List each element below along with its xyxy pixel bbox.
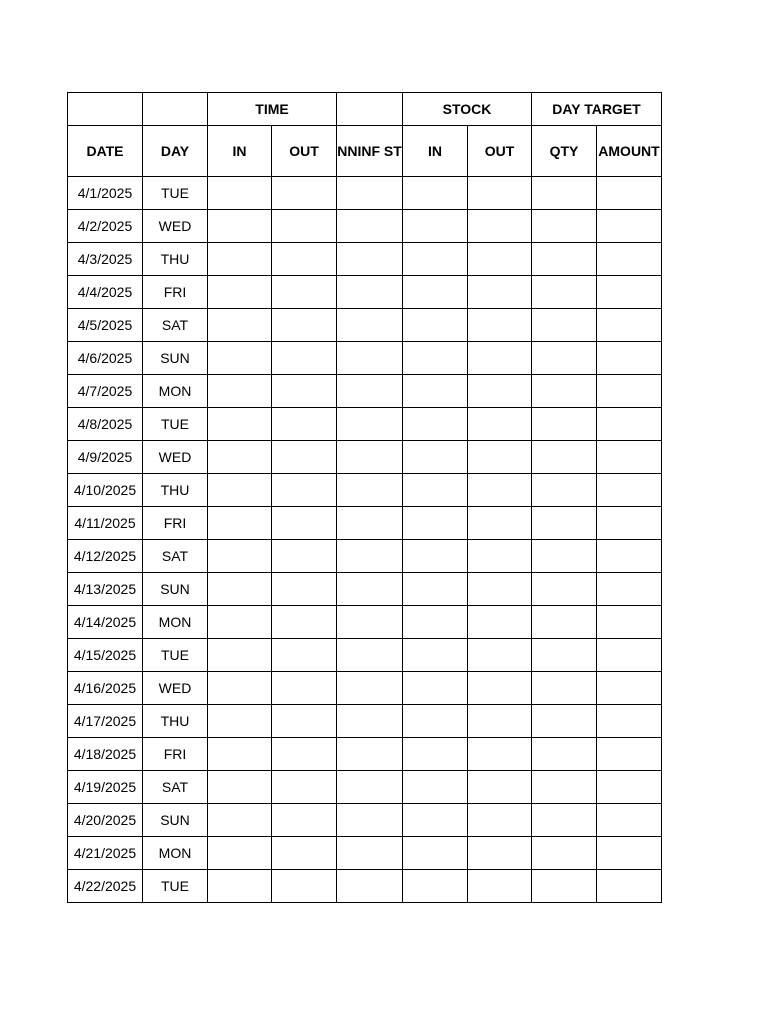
cell-qty[interactable] [532, 705, 597, 738]
cell-amount[interactable] [597, 441, 662, 474]
cell-stock-in[interactable] [403, 672, 468, 705]
table-row [68, 507, 662, 540]
cell-qty[interactable] [532, 771, 597, 804]
blank-cell[interactable] [68, 93, 143, 126]
cell-amount[interactable] [597, 243, 662, 276]
cell-stock-out[interactable] [468, 408, 532, 441]
cell-qty[interactable] [532, 309, 597, 342]
cell-time-in[interactable] [208, 177, 272, 210]
header-time-out[interactable]: OUT [272, 126, 337, 177]
cell-opening-stock[interactable] [337, 837, 403, 870]
cell-day[interactable]: FRI [143, 507, 208, 540]
cell-day[interactable]: SUN [143, 804, 208, 837]
header-opening-stock[interactable] [337, 126, 403, 177]
cell-date[interactable]: 4/7/2025 [68, 375, 143, 408]
attendance-stock-table [67, 92, 662, 903]
cell-qty[interactable] [532, 870, 597, 903]
cell-qty[interactable] [532, 342, 597, 375]
cell-opening-stock[interactable] [337, 507, 403, 540]
cell-time-out[interactable] [272, 837, 337, 870]
header-stock-out[interactable]: OUT [468, 126, 532, 177]
cell-date[interactable]: 4/18/2025 [68, 738, 143, 771]
cell-time-in[interactable] [208, 639, 272, 672]
cell-stock-out[interactable] [468, 672, 532, 705]
cell-opening-stock[interactable] [337, 738, 403, 771]
cell-day[interactable]: FRI [143, 738, 208, 771]
cell-stock-out[interactable] [468, 771, 532, 804]
cell-date[interactable]: 4/12/2025 [68, 540, 143, 573]
cell-day[interactable]: THU [143, 705, 208, 738]
cell-qty[interactable] [532, 441, 597, 474]
cell-time-in[interactable] [208, 243, 272, 276]
cell-day[interactable]: SAT [143, 540, 208, 573]
cell-time-out[interactable] [272, 177, 337, 210]
cell-stock-out[interactable] [468, 804, 532, 837]
cell-qty[interactable] [532, 573, 597, 606]
cell-opening-stock[interactable] [337, 375, 403, 408]
cell-time-out[interactable] [272, 375, 337, 408]
table-row [68, 837, 662, 870]
cell-time-in[interactable] [208, 771, 272, 804]
cell-qty[interactable] [532, 177, 597, 210]
group-header-row [68, 93, 662, 126]
group-header-time[interactable]: TIME [208, 93, 337, 126]
cell-opening-stock[interactable] [337, 210, 403, 243]
cell-amount[interactable] [597, 639, 662, 672]
cell-time-in[interactable] [208, 837, 272, 870]
cell-qty[interactable] [532, 210, 597, 243]
cell-stock-out[interactable] [468, 375, 532, 408]
cell-stock-out[interactable] [468, 837, 532, 870]
cell-stock-out[interactable] [468, 276, 532, 309]
cell-opening-stock[interactable] [337, 804, 403, 837]
cell-amount[interactable] [597, 870, 662, 903]
blank-cell[interactable] [337, 93, 403, 126]
cell-day[interactable]: TUE [143, 639, 208, 672]
cell-date[interactable]: 4/22/2025 [68, 870, 143, 903]
cell-qty[interactable] [532, 672, 597, 705]
table-row [68, 309, 662, 342]
cell-date[interactable]: 4/9/2025 [68, 441, 143, 474]
table-row [68, 474, 662, 507]
cell-time-in[interactable] [208, 474, 272, 507]
cell-day[interactable]: WED [143, 210, 208, 243]
cell-opening-stock[interactable] [337, 309, 403, 342]
cell-stock-in[interactable] [403, 771, 468, 804]
cell-time-out[interactable] [272, 474, 337, 507]
cell-stock-in[interactable] [403, 639, 468, 672]
cell-stock-out[interactable] [468, 606, 532, 639]
cell-amount[interactable] [597, 837, 662, 870]
cell-time-in[interactable] [208, 540, 272, 573]
cell-time-in[interactable] [208, 276, 272, 309]
cell-day[interactable]: TUE [143, 408, 208, 441]
table-row [68, 672, 662, 705]
table-row [68, 639, 662, 672]
cell-stock-in[interactable] [403, 309, 468, 342]
cell-day[interactable]: TUE [143, 177, 208, 210]
cell-day[interactable]: TUE [143, 870, 208, 903]
cell-date[interactable]: 4/10/2025 [68, 474, 143, 507]
cell-stock-out[interactable] [468, 441, 532, 474]
cell-stock-in[interactable] [403, 870, 468, 903]
cell-time-in[interactable] [208, 408, 272, 441]
cell-amount[interactable] [597, 342, 662, 375]
table-row [68, 573, 662, 606]
cell-date[interactable]: 4/21/2025 [68, 837, 143, 870]
cell-amount[interactable] [597, 177, 662, 210]
cell-opening-stock[interactable] [337, 639, 403, 672]
cell-time-out[interactable] [272, 804, 337, 837]
cell-amount[interactable] [597, 705, 662, 738]
cell-stock-in[interactable] [403, 507, 468, 540]
cell-qty[interactable] [532, 243, 597, 276]
cell-time-in[interactable] [208, 309, 272, 342]
table-row [68, 870, 662, 903]
cell-stock-out[interactable] [468, 639, 532, 672]
cell-time-in[interactable] [208, 804, 272, 837]
cell-time-in[interactable] [208, 375, 272, 408]
cell-opening-stock[interactable] [337, 441, 403, 474]
cell-amount[interactable] [597, 474, 662, 507]
cell-stock-in[interactable] [403, 705, 468, 738]
group-header-day-target[interactable]: DAY TARGET [532, 93, 662, 126]
cell-time-out[interactable] [272, 243, 337, 276]
cell-opening-stock[interactable] [337, 672, 403, 705]
cell-day[interactable]: SUN [143, 573, 208, 606]
cell-amount[interactable] [597, 408, 662, 441]
cell-stock-in[interactable] [403, 243, 468, 276]
cell-amount[interactable] [597, 672, 662, 705]
cell-stock-out[interactable] [468, 540, 532, 573]
cell-opening-stock[interactable] [337, 705, 403, 738]
cell-stock-in[interactable] [403, 540, 468, 573]
cell-stock-in[interactable] [403, 441, 468, 474]
cell-time-out[interactable] [272, 705, 337, 738]
cell-time-out[interactable] [272, 738, 337, 771]
cell-stock-in[interactable] [403, 408, 468, 441]
cell-stock-out[interactable] [468, 177, 532, 210]
table-row [68, 441, 662, 474]
cell-date[interactable]: 4/14/2025 [68, 606, 143, 639]
cell-stock-in[interactable] [403, 606, 468, 639]
cell-opening-stock[interactable] [337, 870, 403, 903]
cell-qty[interactable] [532, 507, 597, 540]
cell-day[interactable]: MON [143, 375, 208, 408]
cell-stock-out[interactable] [468, 507, 532, 540]
cell-stock-in[interactable] [403, 738, 468, 771]
table-row [68, 243, 662, 276]
cell-stock-out[interactable] [468, 309, 532, 342]
table-row [68, 804, 662, 837]
cell-day[interactable]: WED [143, 672, 208, 705]
cell-date[interactable]: 4/5/2025 [68, 309, 143, 342]
cell-day[interactable]: THU [143, 474, 208, 507]
cell-stock-out[interactable] [468, 474, 532, 507]
cell-qty[interactable] [532, 837, 597, 870]
cell-day[interactable]: SAT [143, 771, 208, 804]
cell-stock-out[interactable] [468, 870, 532, 903]
header-time-in[interactable]: IN [208, 126, 272, 177]
cell-amount[interactable] [597, 375, 662, 408]
table-row [68, 177, 662, 210]
cell-amount[interactable] [597, 606, 662, 639]
cell-stock-out[interactable] [468, 210, 532, 243]
cell-date[interactable]: 4/20/2025 [68, 804, 143, 837]
cell-date[interactable]: 4/11/2025 [68, 507, 143, 540]
column-header-row [68, 126, 662, 177]
cell-time-in[interactable] [208, 672, 272, 705]
table-row [68, 738, 662, 771]
cell-stock-in[interactable] [403, 804, 468, 837]
cell-stock-out[interactable] [468, 705, 532, 738]
cell-stock-in[interactable] [403, 573, 468, 606]
cell-stock-out[interactable] [468, 573, 532, 606]
cell-date[interactable]: 4/8/2025 [68, 408, 143, 441]
header-date[interactable]: DATE [68, 126, 143, 177]
cell-time-out[interactable] [272, 408, 337, 441]
cell-date[interactable]: 4/4/2025 [68, 276, 143, 309]
cell-qty[interactable] [532, 738, 597, 771]
cell-time-out[interactable] [272, 672, 337, 705]
cell-time-in[interactable] [208, 441, 272, 474]
cell-qty[interactable] [532, 804, 597, 837]
cell-date[interactable]: 4/6/2025 [68, 342, 143, 375]
cell-amount[interactable] [597, 210, 662, 243]
cell-date[interactable]: 4/3/2025 [68, 243, 143, 276]
cell-amount[interactable] [597, 573, 662, 606]
cell-opening-stock[interactable] [337, 243, 403, 276]
cell-stock-out[interactable] [468, 738, 532, 771]
table-row [68, 540, 662, 573]
header-opening-stock-label: NNINF ST [337, 143, 402, 159]
table-row [68, 375, 662, 408]
cell-time-out[interactable] [272, 276, 337, 309]
cell-time-in[interactable] [208, 507, 272, 540]
cell-amount[interactable] [597, 309, 662, 342]
cell-time-out[interactable] [272, 441, 337, 474]
cell-time-out[interactable] [272, 639, 337, 672]
table-row [68, 606, 662, 639]
cell-time-out[interactable] [272, 540, 337, 573]
cell-stock-in[interactable] [403, 177, 468, 210]
cell-amount[interactable] [597, 804, 662, 837]
cell-time-out[interactable] [272, 606, 337, 639]
table-row [68, 771, 662, 804]
header-day[interactable]: DAY [143, 126, 208, 177]
cell-time-out[interactable] [272, 573, 337, 606]
cell-stock-in[interactable] [403, 210, 468, 243]
cell-opening-stock[interactable] [337, 540, 403, 573]
blank-cell[interactable] [143, 93, 208, 126]
table-row [68, 210, 662, 243]
cell-time-in[interactable] [208, 870, 272, 903]
cell-amount[interactable] [597, 276, 662, 309]
cell-day[interactable]: SUN [143, 342, 208, 375]
cell-opening-stock[interactable] [337, 342, 403, 375]
cell-date[interactable]: 4/2/2025 [68, 210, 143, 243]
cell-opening-stock[interactable] [337, 177, 403, 210]
cell-stock-out[interactable] [468, 243, 532, 276]
cell-stock-out[interactable] [468, 342, 532, 375]
table-row [68, 276, 662, 309]
cell-date[interactable]: 4/16/2025 [68, 672, 143, 705]
cell-time-out[interactable] [272, 771, 337, 804]
cell-time-in[interactable] [208, 738, 272, 771]
header-amount[interactable]: AMOUNT [597, 126, 662, 177]
cell-qty[interactable] [532, 639, 597, 672]
cell-qty[interactable] [532, 474, 597, 507]
cell-opening-stock[interactable] [337, 276, 403, 309]
cell-amount[interactable] [597, 771, 662, 804]
cell-stock-in[interactable] [403, 375, 468, 408]
cell-day[interactable]: SAT [143, 309, 208, 342]
cell-stock-in[interactable] [403, 276, 468, 309]
cell-day[interactable]: MON [143, 837, 208, 870]
table-row [68, 408, 662, 441]
header-qty[interactable]: QTY [532, 126, 597, 177]
cell-time-out[interactable] [272, 870, 337, 903]
cell-date[interactable]: 4/19/2025 [68, 771, 143, 804]
cell-stock-in[interactable] [403, 837, 468, 870]
cell-date[interactable]: 4/17/2025 [68, 705, 143, 738]
cell-date[interactable]: 4/13/2025 [68, 573, 143, 606]
cell-time-in[interactable] [208, 342, 272, 375]
cell-time-out[interactable] [272, 342, 337, 375]
cell-time-in[interactable] [208, 210, 272, 243]
cell-stock-in[interactable] [403, 474, 468, 507]
cell-day[interactable]: THU [143, 243, 208, 276]
table-row [68, 705, 662, 738]
cell-time-in[interactable] [208, 573, 272, 606]
cell-opening-stock[interactable] [337, 771, 403, 804]
cell-opening-stock[interactable] [337, 408, 403, 441]
cell-time-out[interactable] [272, 309, 337, 342]
cell-amount[interactable] [597, 507, 662, 540]
cell-date[interactable]: 4/1/2025 [68, 177, 143, 210]
cell-qty[interactable] [532, 276, 597, 309]
cell-date[interactable]: 4/15/2025 [68, 639, 143, 672]
table-row [68, 342, 662, 375]
cell-day[interactable]: FRI [143, 276, 208, 309]
header-stock-in[interactable]: IN [403, 126, 468, 177]
cell-qty[interactable] [532, 375, 597, 408]
cell-amount[interactable] [597, 738, 662, 771]
cell-opening-stock[interactable] [337, 573, 403, 606]
cell-opening-stock[interactable] [337, 606, 403, 639]
cell-stock-in[interactable] [403, 342, 468, 375]
cell-opening-stock[interactable] [337, 474, 403, 507]
cell-time-out[interactable] [272, 210, 337, 243]
cell-day[interactable]: WED [143, 441, 208, 474]
cell-amount[interactable] [597, 540, 662, 573]
cell-day[interactable]: MON [143, 606, 208, 639]
cell-time-in[interactable] [208, 606, 272, 639]
cell-qty[interactable] [532, 408, 597, 441]
group-header-stock[interactable]: STOCK [403, 93, 532, 126]
cell-qty[interactable] [532, 540, 597, 573]
cell-time-in[interactable] [208, 705, 272, 738]
cell-qty[interactable] [532, 606, 597, 639]
cell-time-out[interactable] [272, 507, 337, 540]
